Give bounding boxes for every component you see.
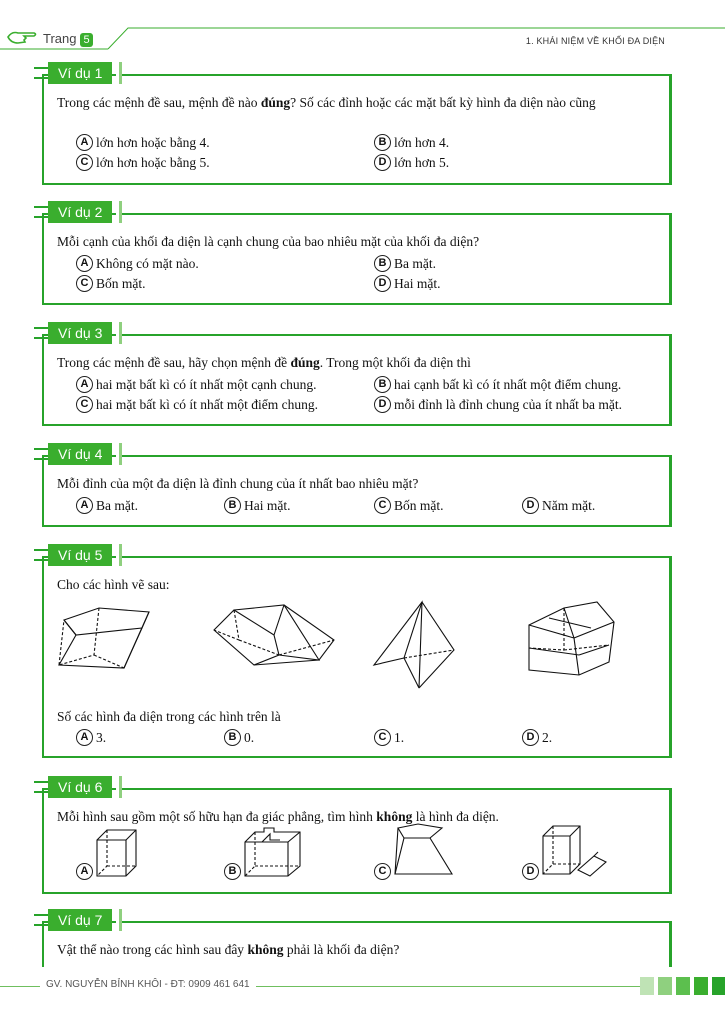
option-4d[interactable]: D Năm mặt. [522, 497, 595, 514]
example-3 [42, 325, 672, 426]
option-6a[interactable]: A [76, 863, 96, 880]
question-6: Mỗi hình sau gồm một số hữu hạn đa giác phẳng, tìm hình không là hình đa diện. [57, 809, 499, 824]
example-6 [42, 779, 672, 894]
example-7-tag: Ví dụ 7 [34, 909, 112, 931]
example-1-tag: Ví dụ 1 [34, 62, 112, 84]
example-6-tag: Ví dụ 6 [34, 776, 112, 798]
figure-6a [92, 828, 142, 880]
option-3a[interactable]: A hai mặt bất kì có ít nhất một cạnh chung. [76, 376, 316, 393]
option-1c[interactable]: C lớn hơn hoặc bằng 5. [76, 154, 210, 171]
figure-row-5 [54, 600, 664, 700]
option-5c[interactable]: C 1. [374, 729, 404, 746]
page-number: 5 [80, 33, 92, 47]
figure-6c [390, 822, 456, 880]
example-3-tag: Ví dụ 3 [34, 322, 112, 344]
figure-5-4 [529, 602, 614, 675]
section-title: 1. KHÁI NIỆM VỀ KHỐI ĐA DIỆN [525, 36, 665, 46]
option-5b[interactable]: B 0. [224, 729, 254, 746]
footer-square [676, 977, 690, 995]
option-2d[interactable]: D Hai mặt. [374, 275, 441, 292]
question-4: Mỗi đỉnh của một đa diện là đỉnh chung của ít nhất bao nhiêu mặt? [57, 476, 419, 491]
option-4a[interactable]: A Ba mặt. [76, 497, 138, 514]
option-2c[interactable]: C Bốn mặt. [76, 275, 146, 292]
option-5d[interactable]: D 2. [522, 729, 552, 746]
option-5a[interactable]: A 3. [76, 729, 106, 746]
example-5 [42, 547, 672, 758]
option-2a[interactable]: A Không có mặt nào. [76, 255, 199, 272]
option-3b[interactable]: B hai cạnh bất kì có ít nhất một điểm chung. [374, 376, 621, 393]
figure-6d [538, 824, 610, 880]
page-footer [0, 975, 725, 999]
question-2: Mỗi cạnh của khối đa diện là cạnh chung của bao nhiêu mặt của khối đa diện? [57, 234, 480, 249]
example-2-tag: Ví dụ 2 [34, 201, 112, 223]
option-1d[interactable]: D lớn hơn 5. [374, 154, 449, 171]
option-4b[interactable]: B Hai mặt. [224, 497, 291, 514]
option-6d[interactable]: D [522, 863, 542, 880]
example-2 [42, 204, 672, 305]
figure-5-3 [374, 602, 454, 688]
option-6c[interactable]: C [374, 863, 394, 880]
figure-6b [240, 826, 306, 880]
option-4c[interactable]: C Bốn mặt. [374, 497, 444, 514]
page-label: Trang 5 [43, 31, 93, 47]
footer-square [712, 977, 725, 995]
example-1 [42, 65, 672, 185]
example-4-tag: Ví dụ 4 [34, 443, 112, 465]
footer-author: GV. NGUYỄN BỈNH KHÔI - ĐT: 0909 461 641 [40, 979, 256, 990]
option-1a[interactable]: A lớn hơn hoặc bằng 4. [76, 134, 210, 151]
option-3d[interactable]: D mỗi đỉnh là đỉnh chung của ít nhất ba mặt. [374, 396, 622, 413]
question-3: Trong các mệnh đề sau, hãy chọn mệnh đề đúng. Trong một khối đa diện thì [57, 355, 471, 370]
figure-5-1 [59, 608, 149, 668]
example-5-tag: Ví dụ 5 [34, 544, 112, 566]
question-1: Trong các mệnh đề sau, mệnh đề nào đúng? Số các đỉnh hoặc các mặt bất kỳ hình đa diện nào cũng [57, 95, 596, 110]
option-6b[interactable]: B [224, 863, 244, 880]
figure-5-2 [214, 605, 334, 665]
option-3c[interactable]: C hai mặt bất kì có ít nhất một điểm chung. [76, 396, 318, 413]
footer-square [640, 977, 654, 995]
footer-square [694, 977, 708, 995]
example-4 [42, 446, 672, 527]
question-5-sub: Số các hình đa diện trong các hình trên là [57, 709, 281, 724]
option-1b[interactable]: B lớn hơn 4. [374, 134, 449, 151]
question-5: Cho các hình vẽ sau: [57, 577, 170, 592]
page-header [0, 24, 725, 52]
option-2b[interactable]: B Ba mặt. [374, 255, 436, 272]
question-7: Vật thể nào trong các hình sau đây không phải là khối đa diện? [57, 942, 400, 957]
example-7 [42, 912, 672, 967]
footer-square [658, 977, 672, 995]
